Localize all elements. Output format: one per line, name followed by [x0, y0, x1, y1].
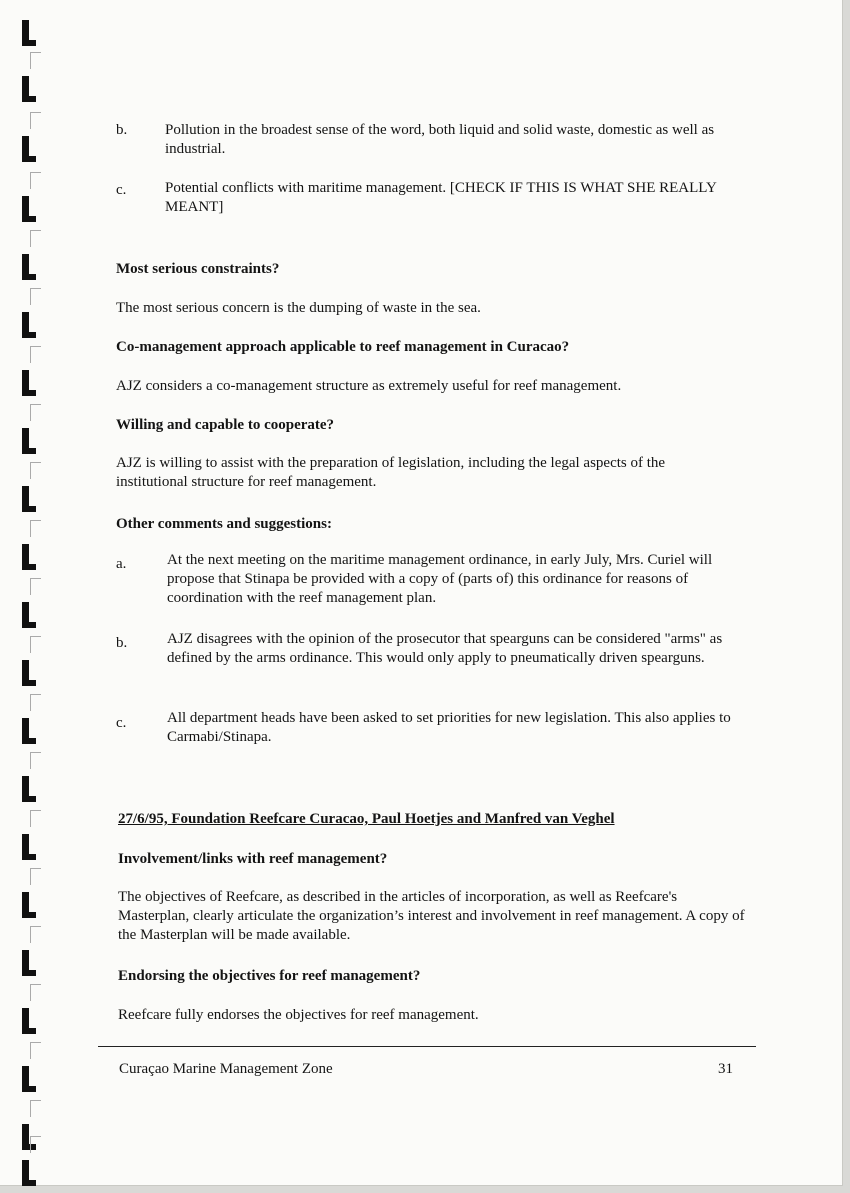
section-body: The most serious concern is the dumping of waste in the sea. [116, 300, 481, 316]
list-item-text: Potential conflicts with maritime management. [CHECK IF THIS IS WHAT SHE REALLY MEANT] [165, 180, 717, 215]
section-body: AJZ considers a co-management structure as extremely useful for reef management. [116, 378, 622, 394]
list-label: c. [116, 715, 127, 731]
list-item-text: At the next meeting on the maritime management ordinance, in early July, Mrs. Curiel will propose that Stinapa be provided with a copy of (parts of) this ordinance for reasons of coordination with the reef management plan. [167, 552, 713, 606]
section-heading: Willing and capable to cooperate? [116, 417, 335, 433]
meeting-title: 27/6/95, Foundation Reefcare Curacao, Paul Hoetjes and Manfred van Veghel [118, 811, 615, 827]
list-label: b. [116, 635, 128, 651]
section-heading: Co-management approach applicable to reef management in Curacao? [116, 339, 570, 355]
list-item-text: All department heads have been asked to set priorities for new legislation. This also applies to Carmabi/Stinapa. [167, 710, 731, 745]
list-label: c. [116, 182, 127, 198]
section-heading: Endorsing the objectives for reef management? [118, 968, 421, 984]
footer-title: Curaçao Marine Management Zone [119, 1061, 333, 1077]
section-body: AJZ is willing to assist with the preparation of legislation, including the legal aspects of the institutional structure for reef management. [116, 455, 666, 490]
section-body: Reefcare fully endorses the objectives for reef management. [118, 1007, 479, 1023]
section-body: The objectives of Reefcare, as described in the articles of incorporation, as well as Reefcare's Masterplan, clearly articulate the organization’s interest and involvement in reef management. A copy of the Masterplan will be made available. [118, 889, 745, 943]
section-heading: Involvement/links with reef management? [118, 851, 388, 867]
section-heading: Other comments and suggestions: [116, 516, 332, 532]
list-label: b. [116, 122, 128, 138]
list-item-text: AJZ disagrees with the opinion of the prosecutor that spearguns can be considered "arms" as defined by the arms ordinance. This would only apply to pneumatically driven spearguns. [167, 631, 723, 666]
list-label: a. [116, 556, 127, 572]
section-heading: Most serious constraints? [116, 261, 280, 277]
footer-rule [98, 1046, 756, 1047]
list-item-text: Pollution in the broadest sense of the word, both liquid and solid waste, domestic as well as industrial. [165, 122, 715, 157]
page-number: 31 [718, 1061, 733, 1077]
